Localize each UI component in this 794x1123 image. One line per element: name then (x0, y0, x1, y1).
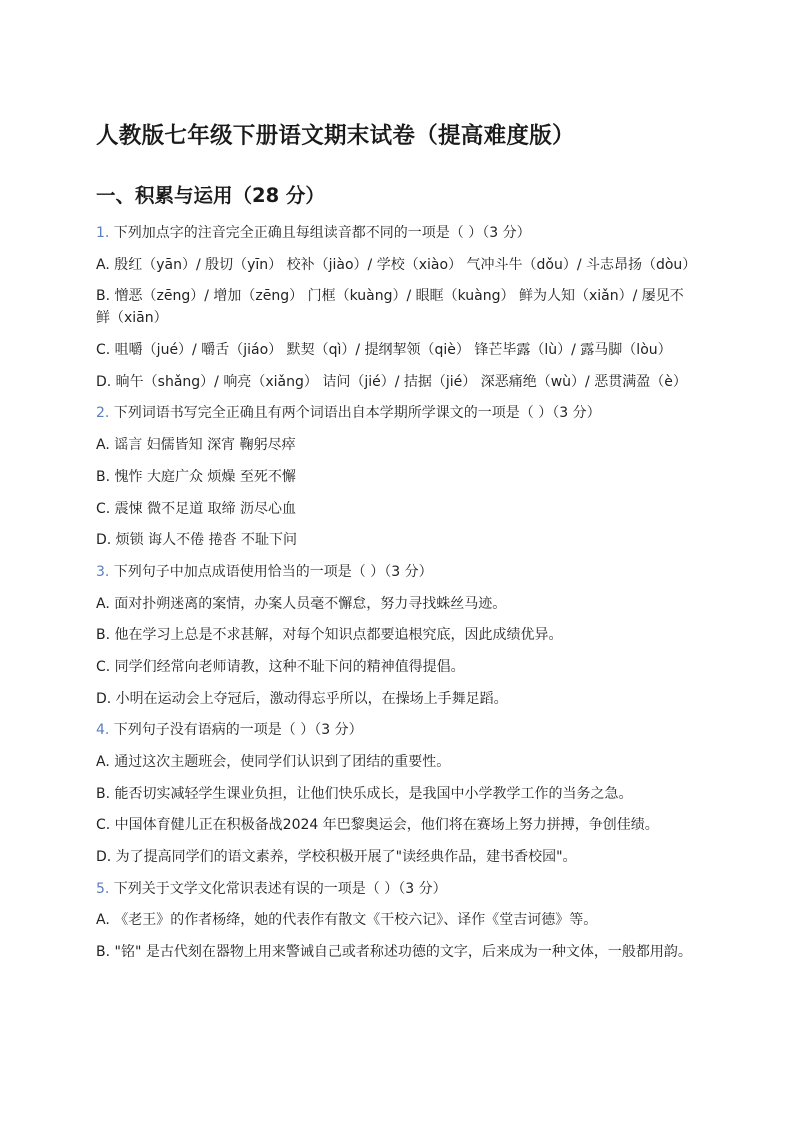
question-text: 下列句子中加点成语使用恰当的一项是（ ）（3 分） (109, 563, 433, 580)
question-stem (96, 719, 696, 741)
answer-option: C. 中国体育健儿正在积极备战2024 年巴黎奥运会，他们将在赛场上努力拼搏，争创佳绩。 (96, 817, 659, 834)
document-title: 人教版七年级下册语文期末试卷（提高难度版） (96, 123, 575, 149)
question-number: 2. (96, 405, 110, 422)
answer-option: B. "铭" 是古代刻在器物上用来警诫自己或者称述功德的文字，后来成为一种文体，一般都用韵。 (96, 944, 692, 961)
question-stem (96, 222, 696, 244)
answer-option: A. 通过这次主题班会，使同学们认识到了团结的重要性。 (96, 754, 451, 770)
answer-option: B. 愧怍 大庭广众 烦燥 至死不懈 (96, 468, 296, 485)
answer-option: D. 为了提高同学们的语文素养，学校积极开展了"读经典作品，建书香校园"。 (96, 849, 577, 866)
question-number: 4. (96, 722, 110, 739)
question-text: 下列句子没有语病的一项是（ ）（3 分） (109, 722, 363, 739)
question-stem (96, 402, 696, 424)
question-number: 1. (96, 225, 110, 241)
question-stem (96, 561, 696, 583)
question-text: 下列加点字的注音完全正确且每组读音都不同的一项是（ ）（3 分） (109, 225, 531, 241)
answer-option: A. 面对扑朔迷离的案情，办案人员毫不懈怠，努力寻找蛛丝马迹。 (96, 595, 507, 612)
question-list (96, 222, 696, 973)
answer-option: A. 殷红（yān）/ 殷切（yīn） 校补（jiào）/ 学校（xiào） 气冲斗牛（dǒu）/ 斗志昂扬（dòu） (96, 256, 697, 273)
question-number: 5. (96, 880, 110, 897)
answer-option: C. 咀嚼（jué）/ 嚼舌（jiáo） 默契（qì）/ 提纲挈领（qiè） 锋芒毕露（lù）/ 露马脚（lòu） (96, 342, 672, 359)
answer-option: B. 憎恶（zēng）/ 增加（zēng） 门框（kuàng）/ 眼眶（kuàng） 鲜为人知（xiǎn）/ 屡见不鲜（xiān） (96, 288, 684, 327)
answer-option: D. 晌午（shǎng）/ 响亮（xiǎng） 诘问（jié）/ 拮据（jié） 深恶痛绝（wù）/ 恶贯满盈（è） (96, 373, 687, 390)
answer-option: A. 《老王》的作者杨绛，她的代表作有散文《干校六记》、译作《堂吉诃德》等。 (96, 912, 598, 929)
question-stem (96, 878, 696, 900)
answer-option: A. 谣言 妇儒皆知 深宵 鞠躬尽瘁 (96, 437, 296, 454)
question-text: 下列词语书写完全正确且有两个词语出自本学期所学课文的一项是（ ）（3 分） (109, 405, 601, 422)
answer-option: B. 能否切实减轻学生课业负担，让他们快乐成长，是我国中小学教学工作的当务之急。 (96, 785, 633, 802)
answer-option: B. 他在学习上总是不求甚解，对每个知识点都要追根究底，因此成绩优异。 (96, 627, 563, 644)
answer-option: D. 烦锁 诲人不倦 捲沓 不耻下问 (96, 532, 298, 549)
question-number: 3. (96, 563, 110, 580)
answer-option: C. 震悚 微不足道 取缔 沥尽心血 (96, 500, 297, 517)
question-text: 下列关于文学文化常识表述有误的一项是（ ）（3 分） (109, 880, 447, 897)
answer-option: C. 同学们经常向老师请教，这种不耻下问的精神值得提倡。 (96, 658, 465, 675)
answer-option: D. 小明在运动会上夺冠后，激动得忘乎所以，在操场上手舞足蹈。 (96, 690, 508, 707)
section-heading: 一、积累与运用（28 分） (96, 184, 325, 207)
